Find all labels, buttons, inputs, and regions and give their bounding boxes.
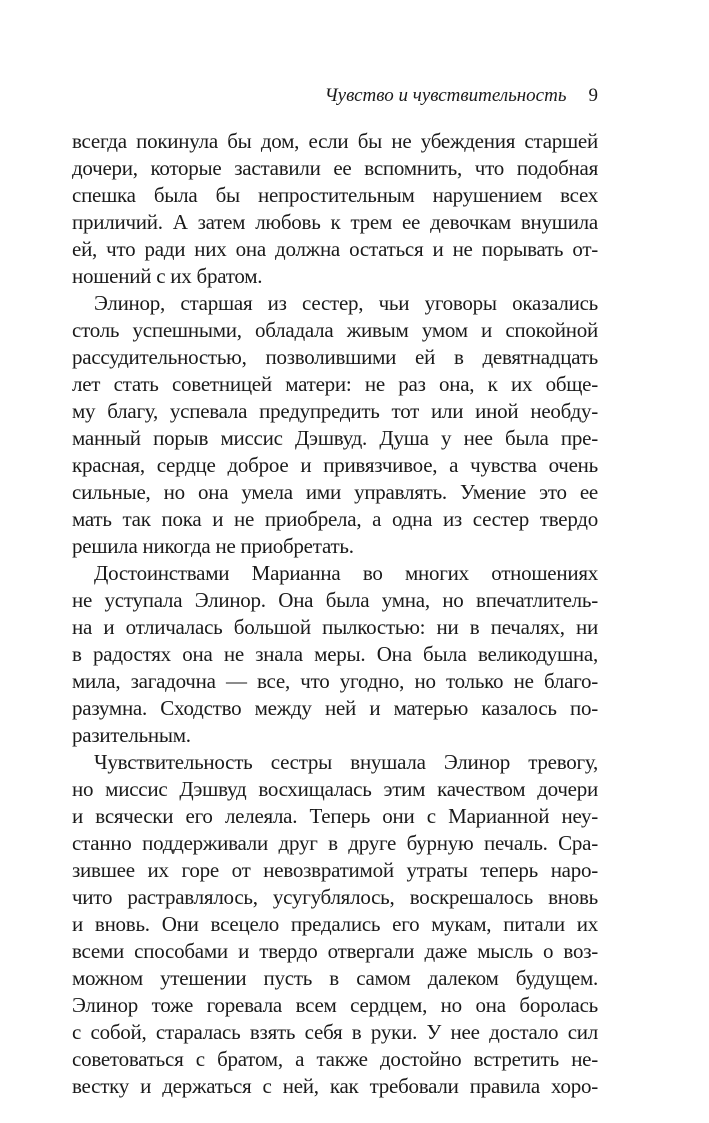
text-line: с собой, старалась взять себя в руки. У нее достало сил [72, 1020, 598, 1044]
text-line: разумна. Сходство между ней и матерью казалось по- [72, 696, 598, 720]
text-line: не уступала Элинор. Она была умна, но впечатлитель- [72, 588, 598, 612]
text-line: зившее их горе от невозвратимой утраты теперь наро- [72, 858, 598, 882]
text-line: му благу, успевала предупредить тот или иной необду- [72, 399, 598, 423]
text-line: ношений с их братом. [72, 264, 263, 288]
text-line: и всячески его лелеяла. Теперь они с Марианной неу- [72, 804, 598, 828]
text-line: Элинор тоже горевала всем сердцем, но она боролась [72, 993, 598, 1017]
text-line: Достоинствами Марианна во многих отношениях [94, 561, 598, 585]
text-line: на и отличалась большой пылкостью: ни в печалях, ни [72, 615, 598, 639]
text-line: можном утешении пусть в самом далеком будущем. [72, 966, 598, 990]
text-line: сильные, но она умела ими управлять. Умение это ее [72, 480, 598, 504]
book-page [72, 84, 598, 1100]
text-line: но миссис Дэшвуд восхищалась этим качеством дочери [72, 777, 598, 801]
text-line: в радостях она не знала меры. Она была великодушна, [72, 642, 598, 666]
text-line: мила, загадочна — все, что угодно, но только не благо- [72, 669, 598, 693]
text-line: решила никогда не приобретать. [72, 534, 354, 558]
text-line: столь успешными, обладала живым умом и спокойной [72, 318, 598, 342]
text-line: всеми способами и твердо отвергали даже мысль о воз- [72, 939, 598, 963]
text-line: всегда покинула бы дом, если бы не убеждения старшей [72, 129, 598, 153]
text-line: манный порыв миссис Дэшвуд. Душа у нее была пре- [72, 426, 598, 450]
text-line: лет стать советницей матери: не раз она, к их обще- [72, 372, 598, 396]
text-line: рассудительностью, позволившими ей в девятнадцать [72, 345, 598, 369]
text-line: ей, что ради них она должна остаться и не порывать от- [72, 237, 598, 261]
text-line: чито растравлялось, усугублялось, воскрешалось вновь [72, 885, 598, 909]
text-line: красная, сердце доброе и привязчивое, а чувства очень [72, 453, 598, 477]
text-line: спешка была бы непростительным нарушением всех [72, 183, 598, 207]
text-line: разительным. [72, 723, 191, 747]
text-line: советоваться с братом, а также достойно встретить не- [72, 1047, 598, 1071]
page-number: 9 [588, 85, 598, 106]
text-line: дочери, которые заставили ее вспомнить, что подобная [72, 156, 598, 180]
body-text [72, 128, 598, 1100]
text-line: и вновь. Они всецело предались его мукам, питали их [72, 912, 598, 936]
text-line: мать так пока и не приобрела, а одна из сестер твердо [72, 507, 598, 531]
text-line: Чувствительность сестры внушала Элинор тревогу, [94, 750, 598, 774]
text-line: Элинор, старшая из сестер, чьи уговоры оказались [94, 291, 598, 315]
text-line: приличий. А затем любовь к трем ее девочкам внушила [72, 210, 598, 234]
running-head [72, 84, 598, 114]
text-line: станно поддерживали друг в друге бурную печаль. Сра- [72, 831, 598, 855]
text-line: вестку и держаться с ней, как требовали правила хоро- [72, 1074, 598, 1098]
running-title: Чувство и чувствительность [324, 85, 567, 106]
